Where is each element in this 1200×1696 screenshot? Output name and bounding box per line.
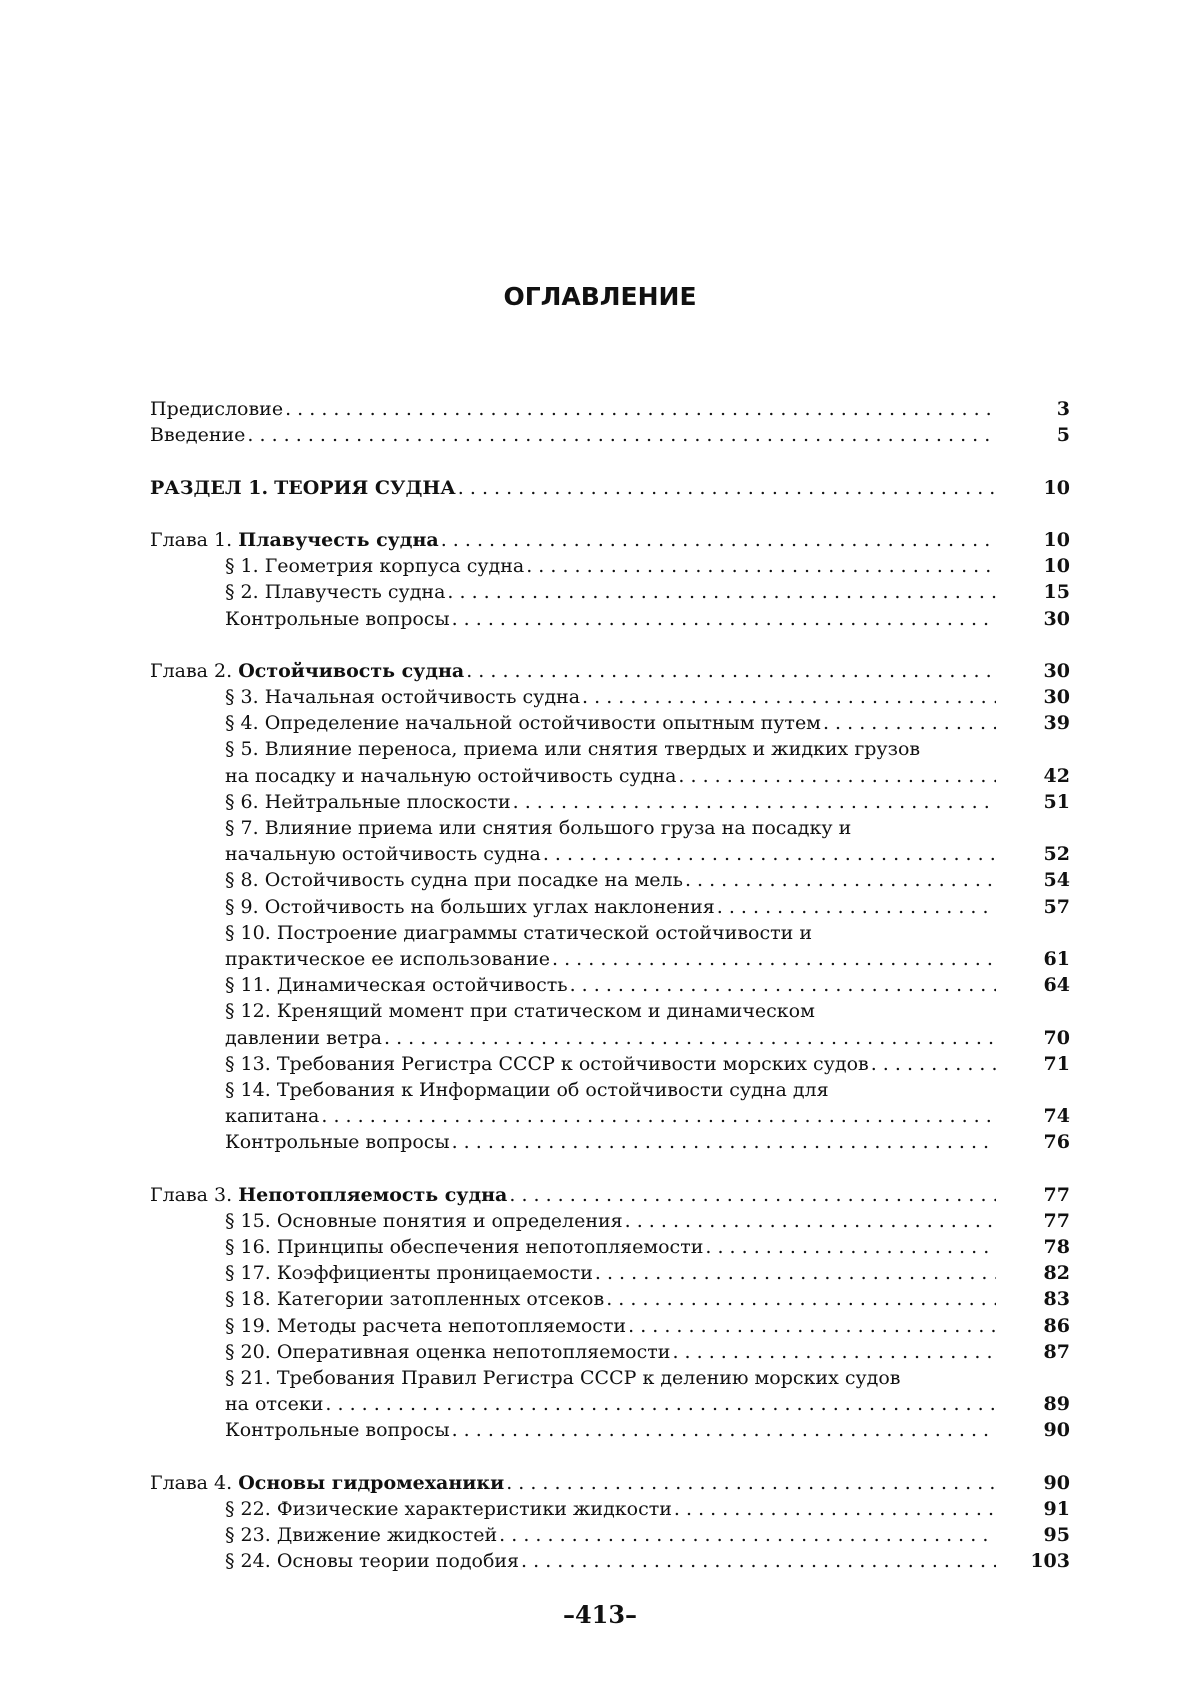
toc-entry-section[interactable] [150,1208,1070,1234]
toc-entry-section[interactable] [150,867,1070,893]
toc-page-number: 54 [1043,869,1070,892]
dot-leader [685,867,996,893]
dot-leader [823,710,996,736]
section-title-line2: на отсеки [225,1393,324,1416]
toc-page-number: 64 [1043,974,1070,997]
toc-page-number: 74 [1043,1105,1070,1128]
dot-leader [672,1339,996,1365]
section-number: § 9. [225,895,259,918]
section-number: § 1. [225,555,259,578]
toc-page-number: 39 [1043,712,1070,735]
chapter-name: Непотопляемость судна [238,1183,508,1206]
toc-page-number: 91 [1043,1497,1070,1520]
toc-page-number: 78 [1043,1236,1070,1258]
toc-entry-section-line2[interactable] [150,841,1070,867]
section-number: § 14. [225,1078,271,1101]
section-title: Контрольные вопросы [225,607,450,630]
section-title: Динамическая остойчивость [276,974,568,997]
page-number-footer: –413– [562,1600,638,1629]
dot-leader [506,1470,996,1496]
toc-entry-section[interactable] [150,894,1070,920]
section-title: Контрольные вопросы [225,1131,450,1154]
page-title: ОГЛАВЛЕНИЕ [503,282,697,311]
toc-page-number: 57 [1043,895,1070,918]
toc-entry-section[interactable] [150,684,1070,710]
section-title: Остойчивость на больших углах наклонения [264,895,715,918]
section-title-line1: Влияние приема или снятия большого груза на посадку и [264,817,852,839]
toc-page-number: 42 [1043,764,1070,787]
chapter-label: Глава 1. [150,528,233,551]
toc-entry-section[interactable] [150,789,1070,815]
dot-leader [285,396,996,422]
toc-page-number: 30 [1043,659,1070,682]
dot-leader [526,553,996,579]
section-title-line2: начальную остойчивость судна [225,843,541,866]
dot-leader [247,422,996,448]
toc-entry-section-line1[interactable] [150,920,1070,946]
spacer [150,632,1070,658]
toc-entry-section[interactable] [150,1313,1070,1339]
dot-leader [447,579,996,605]
spacer [150,448,1070,474]
toc-page-number: 61 [1043,947,1070,970]
section-number: § 3. [225,686,259,709]
section-number: § 24. [225,1550,271,1573]
toc-entry-part-1[interactable] [150,475,1070,501]
dot-leader [521,1548,996,1574]
dot-leader [543,841,996,867]
toc-page-number: 95 [1043,1524,1070,1547]
section-title: Оперативная оценка непотопляемости [276,1340,671,1363]
toc-entry-text: Предисловие [150,398,284,420]
toc-entry-section[interactable] [150,1339,1070,1365]
toc-entry-review-questions[interactable] [150,1417,1070,1443]
dot-leader [509,1182,996,1208]
section-title-line2: на посадку и начальную остойчивость судна [225,764,677,787]
section-number: § 10. [225,921,271,944]
section-number: § 11. [225,974,271,997]
dot-leader [552,946,996,972]
section-title: Требования Регистра СССР к остойчивости морских судов [276,1052,869,1075]
toc-page-number: 15 [1043,581,1070,604]
toc-page-number: 3 [1056,398,1070,420]
chapter-name: Плавучесть судна [238,528,439,551]
section-number: § 4. [225,712,259,735]
toc-page-number: 89 [1043,1393,1070,1416]
section-number: § 18. [225,1288,271,1311]
toc-entry-section-line1[interactable] [150,815,1070,841]
dot-leader [606,1286,996,1312]
section-title: Методы расчета непотопляемости [276,1314,627,1337]
dot-leader [678,763,996,789]
toc-page-number: 52 [1043,843,1070,866]
toc-entry-section-line1[interactable] [150,998,1070,1024]
section-number: § 7. [225,817,259,839]
section-title-line1: Кренящий момент при статическом и динамическом [276,1000,815,1023]
section-title: Физические характеристики жидкости [276,1497,672,1520]
section-number: § 2. [225,581,259,604]
section-number: § 19. [225,1314,271,1337]
toc-page-number: 103 [1030,1550,1070,1573]
toc-entry-introduction[interactable] [150,422,1070,448]
toc-page-number: 77 [1043,1183,1070,1206]
toc-entry-section[interactable] [150,1234,1070,1260]
dot-leader [705,1234,996,1260]
toc-entry-review-questions[interactable] [150,606,1070,632]
toc-page-number: 76 [1043,1131,1070,1154]
toc-page-number: 87 [1043,1340,1070,1363]
section-title: Определение начальной остойчивости опытным путем [264,712,821,735]
section-title: Принципы обеспечения непотопляемости [276,1236,704,1258]
dot-leader [466,658,996,684]
toc-page-number: 30 [1043,686,1070,709]
dot-leader [717,894,996,920]
section-title: Категории затопленных отсеков [276,1288,605,1311]
toc-page-number: 90 [1043,1419,1070,1442]
toc-page-number: 86 [1043,1314,1070,1337]
section-number: § 16. [225,1236,271,1258]
toc-entry-preface[interactable] [150,396,1070,422]
section-title: Геометрия корпуса судна [264,555,525,578]
toc-entry-section[interactable] [150,1548,1070,1574]
section-title-line2: давлении ветра [225,1026,383,1049]
section-title: Контрольные вопросы [225,1419,450,1442]
section-number: § 13. [225,1052,271,1075]
toc-entry-chapter-2[interactable] [150,658,1070,684]
table-of-contents [150,396,1070,1574]
toc-page-number: 77 [1043,1209,1070,1232]
section-title: Остойчивость судна при посадке на мель [264,869,683,892]
toc-entry-section-line2[interactable] [150,1103,1070,1129]
dot-leader [321,1103,996,1129]
toc-page-number: 90 [1043,1471,1070,1494]
spacer [150,501,1070,527]
dot-leader [499,1522,996,1548]
chapter-name: Основы гидромеханики [238,1471,505,1494]
section-number: § 15. [225,1209,271,1232]
section-number: § 23. [225,1524,271,1547]
dot-leader [570,972,996,998]
dot-leader [452,1129,996,1155]
part-label: РАЗДЕЛ 1. [150,476,269,499]
section-title: Нейтральные плоскости [264,790,511,813]
toc-page-number: 83 [1043,1288,1070,1311]
toc-entry-section-line2[interactable] [150,1391,1070,1417]
dot-leader [458,475,996,501]
toc-entry-chapter-4[interactable] [150,1470,1070,1496]
section-title-line1: Требования к Информации об остойчивости судна для [276,1078,829,1101]
spacer [150,1444,1070,1470]
toc-entry-section[interactable] [150,1051,1070,1077]
dot-leader [871,1051,996,1077]
toc-entry-section-line2[interactable] [150,946,1070,972]
section-title-line2: капитана [225,1105,320,1128]
toc-page-number: 30 [1043,607,1070,630]
part-name: ТЕОРИЯ СУДНА [274,476,456,499]
toc-entry-section[interactable] [150,1286,1070,1312]
dot-leader [628,1313,996,1339]
chapter-label: Глава 2. [150,659,233,682]
section-title: Плавучесть судна [264,581,446,604]
section-title: Основы теории подобия [276,1550,520,1573]
dot-leader [674,1496,996,1522]
toc-page-number: 10 [1043,476,1070,499]
toc-page-number: 5 [1056,424,1070,447]
toc-entry-section[interactable] [150,1522,1070,1548]
chapter-name: Остойчивость судна [238,659,465,682]
toc-entry-section[interactable] [150,710,1070,736]
dot-leader [595,1260,996,1286]
toc-entry-section[interactable] [150,579,1070,605]
toc-entry-chapter-1[interactable] [150,527,1070,553]
dot-leader [513,789,996,815]
dot-leader [452,1417,996,1443]
toc-entry-section[interactable] [150,1496,1070,1522]
section-number: § 22. [225,1497,271,1520]
toc-entry-text: Введение [150,424,246,447]
section-title-line1: Влияние переноса, приема или снятия твердых и жидких грузов [264,738,921,761]
section-number: § 20. [225,1340,271,1363]
section-title-line1: Построение диаграммы статической остойчивости и [276,921,812,944]
section-number: § 21. [225,1366,271,1389]
toc-entry-review-questions[interactable] [150,1129,1070,1155]
toc-entry-section[interactable] [150,1260,1070,1286]
toc-page-number: 70 [1043,1026,1070,1049]
dot-leader [625,1208,996,1234]
dot-leader [582,684,996,710]
dot-leader [384,1025,996,1051]
section-number: § 12. [225,1000,271,1023]
toc-page-number: 51 [1043,790,1070,813]
toc-entry-section[interactable] [150,972,1070,998]
section-title: Начальная остойчивость судна [264,686,581,709]
toc-entry-section-line2[interactable] [150,1025,1070,1051]
section-number: § 8. [225,869,259,892]
toc-entry-section-line1[interactable] [150,736,1070,762]
chapter-label: Глава 3. [150,1183,233,1206]
spacer [150,1155,1070,1181]
section-title-line1: Требования Правил Регистра СССР к делению морских судов [276,1366,901,1389]
toc-page-number: 71 [1043,1052,1070,1075]
toc-page-number: 10 [1043,555,1070,578]
toc-page-number: 82 [1043,1262,1070,1285]
toc-entry-section-line1[interactable] [150,1365,1070,1391]
toc-entry-section-line2[interactable] [150,763,1070,789]
section-title-line2: практическое ее использование [225,947,550,970]
chapter-label: Глава 4. [150,1471,233,1494]
section-number: § 17. [225,1262,271,1285]
toc-entry-section[interactable] [150,553,1070,579]
section-title: Основные понятия и определения [276,1209,623,1232]
dot-leader [452,606,996,632]
dot-leader [441,527,996,553]
section-title: Коэффициенты проницаемости [276,1262,593,1285]
toc-page-number: 10 [1043,528,1070,551]
dot-leader [325,1391,996,1417]
toc-entry-section-line1[interactable] [150,1077,1070,1103]
section-number: § 5. [225,738,259,761]
toc-entry-chapter-3[interactable] [150,1182,1070,1208]
section-number: § 6. [225,790,259,813]
section-title: Движение жидкостей [276,1524,498,1547]
